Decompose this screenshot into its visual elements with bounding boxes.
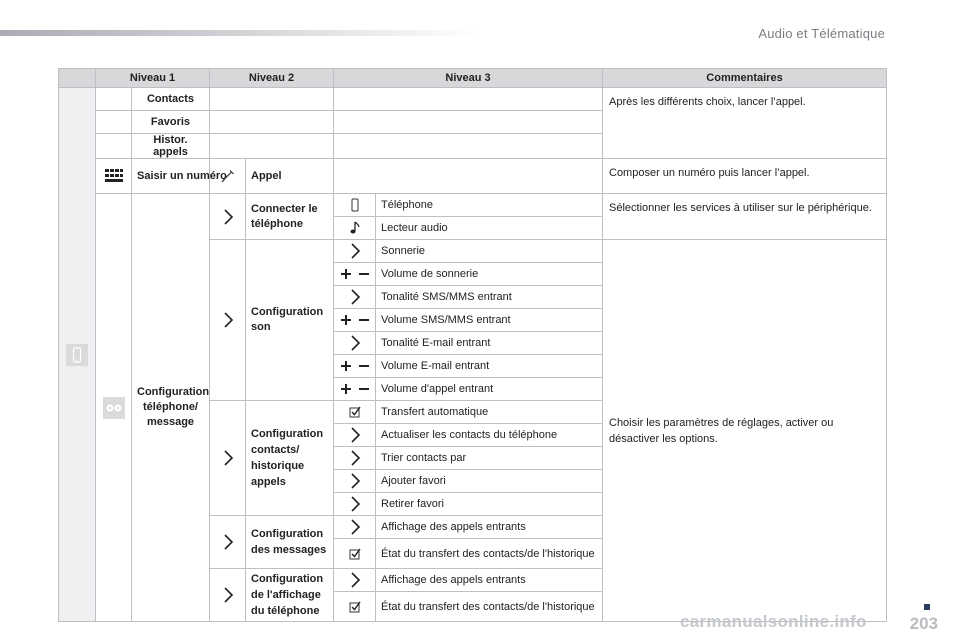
histor-label: Histor. appels (132, 134, 210, 159)
chevron-right-icon[interactable] (349, 334, 361, 352)
plus-icon[interactable] (341, 384, 351, 394)
list-item[interactable]: Actualiser les contacts du téléphone (376, 424, 603, 447)
comment-connecter: Sélectionner les services à utiliser sur le périphérique. (603, 194, 887, 240)
checkbox-icon[interactable] (349, 548, 361, 560)
list-item[interactable]: Retirer favori (376, 493, 603, 516)
page-number: 203 (909, 614, 938, 633)
list-item[interactable]: Lecteur audio (376, 217, 603, 240)
chevron-right-icon[interactable] (349, 449, 361, 467)
watermark: carmanualsonline.info (680, 612, 867, 631)
table-row (59, 88, 887, 111)
settings-icon (103, 397, 125, 419)
comment-saisir: Composer un numéro puis lancer l’appel. (603, 159, 887, 194)
chevron-right-icon[interactable] (222, 586, 234, 604)
chevron-right-icon[interactable] (222, 311, 234, 329)
handset-icon (220, 168, 236, 184)
page-marker (924, 604, 930, 610)
col-commentaires: Commentaires (603, 69, 887, 88)
keypad-icon (103, 167, 125, 185)
phone-icon (66, 344, 88, 366)
saisir-label: Saisir un numéro (132, 159, 210, 194)
table-header-row (59, 69, 887, 88)
chevron-right-icon[interactable] (349, 571, 361, 589)
chevron-right-icon[interactable] (349, 242, 361, 260)
minus-icon[interactable] (359, 384, 369, 394)
checkbox-icon[interactable] (349, 601, 361, 613)
chevron-right-icon[interactable] (222, 533, 234, 551)
section-title: Audio et Télématique (758, 26, 885, 41)
appel-label: Appel (246, 159, 334, 194)
contacts-label: Contacts (132, 88, 210, 111)
checkbox-icon[interactable] (349, 406, 361, 418)
favoris-label: Favoris (132, 111, 210, 134)
list-item[interactable]: Affichage des appels entrants (376, 569, 603, 592)
chevron-right-icon[interactable] (349, 472, 361, 490)
music-note-icon (349, 221, 361, 235)
list-item[interactable]: Volume de sonnerie (376, 263, 603, 286)
chevron-right-icon[interactable] (222, 208, 234, 226)
list-item[interactable]: Volume E-mail entrant (376, 355, 603, 378)
comment-contacts: Après les différents choix, lancer l’appel. (603, 88, 887, 159)
list-item[interactable]: Tonalité SMS/MMS entrant (376, 286, 603, 309)
minus-icon[interactable] (359, 269, 369, 279)
list-item[interactable]: Affichage des appels entrants (376, 516, 603, 539)
chevron-right-icon[interactable] (222, 449, 234, 467)
minus-icon[interactable] (359, 315, 369, 325)
minus-icon[interactable] (359, 361, 369, 371)
table-row (59, 194, 887, 217)
list-item[interactable]: Ajouter favori (376, 470, 603, 493)
list-item[interactable]: État du transfert des contacts/de l'historique (376, 592, 603, 622)
plus-icon[interactable] (341, 269, 351, 279)
config-affichage-label: Configuration de l'affichage du téléphone (246, 569, 334, 622)
list-item[interactable]: Sonnerie (376, 240, 603, 263)
list-item[interactable]: Transfert automatique (376, 401, 603, 424)
config-son-label: Configuration son (246, 240, 334, 401)
mobile-icon (350, 198, 360, 212)
chevron-right-icon[interactable] (349, 495, 361, 513)
plus-icon[interactable] (341, 361, 351, 371)
phone-section-cell (59, 88, 96, 622)
col-niveau1: Niveau 1 (96, 69, 210, 88)
config-phone-label: Configuration téléphone/ message (132, 194, 210, 622)
menu-table (58, 68, 887, 622)
col-niveau3: Niveau 3 (334, 69, 603, 88)
config-contacts-label: Configuration contacts/ historique appels (246, 401, 334, 516)
list-item[interactable]: Volume d'appel entrant (376, 378, 603, 401)
header-bar (0, 30, 480, 36)
col-niveau2: Niveau 2 (210, 69, 334, 88)
list-item[interactable]: Tonalité E-mail entrant (376, 332, 603, 355)
list-item[interactable]: Téléphone (376, 194, 603, 217)
chevron-right-icon[interactable] (349, 518, 361, 536)
list-item[interactable]: Trier contacts par (376, 447, 603, 470)
config-messages-label: Configuration des messages (246, 516, 334, 569)
plus-icon[interactable] (341, 315, 351, 325)
connecter-label: Connecter le téléphone (246, 194, 334, 240)
comment-settings: Choisir les paramètres de réglages, activer ou désactiver les options. (603, 240, 887, 622)
table-row (59, 159, 887, 194)
list-item[interactable]: État du transfert des contacts/de l'historique (376, 539, 603, 569)
chevron-right-icon[interactable] (349, 288, 361, 306)
list-item[interactable]: Volume SMS/MMS entrant (376, 309, 603, 332)
chevron-right-icon[interactable] (349, 426, 361, 444)
